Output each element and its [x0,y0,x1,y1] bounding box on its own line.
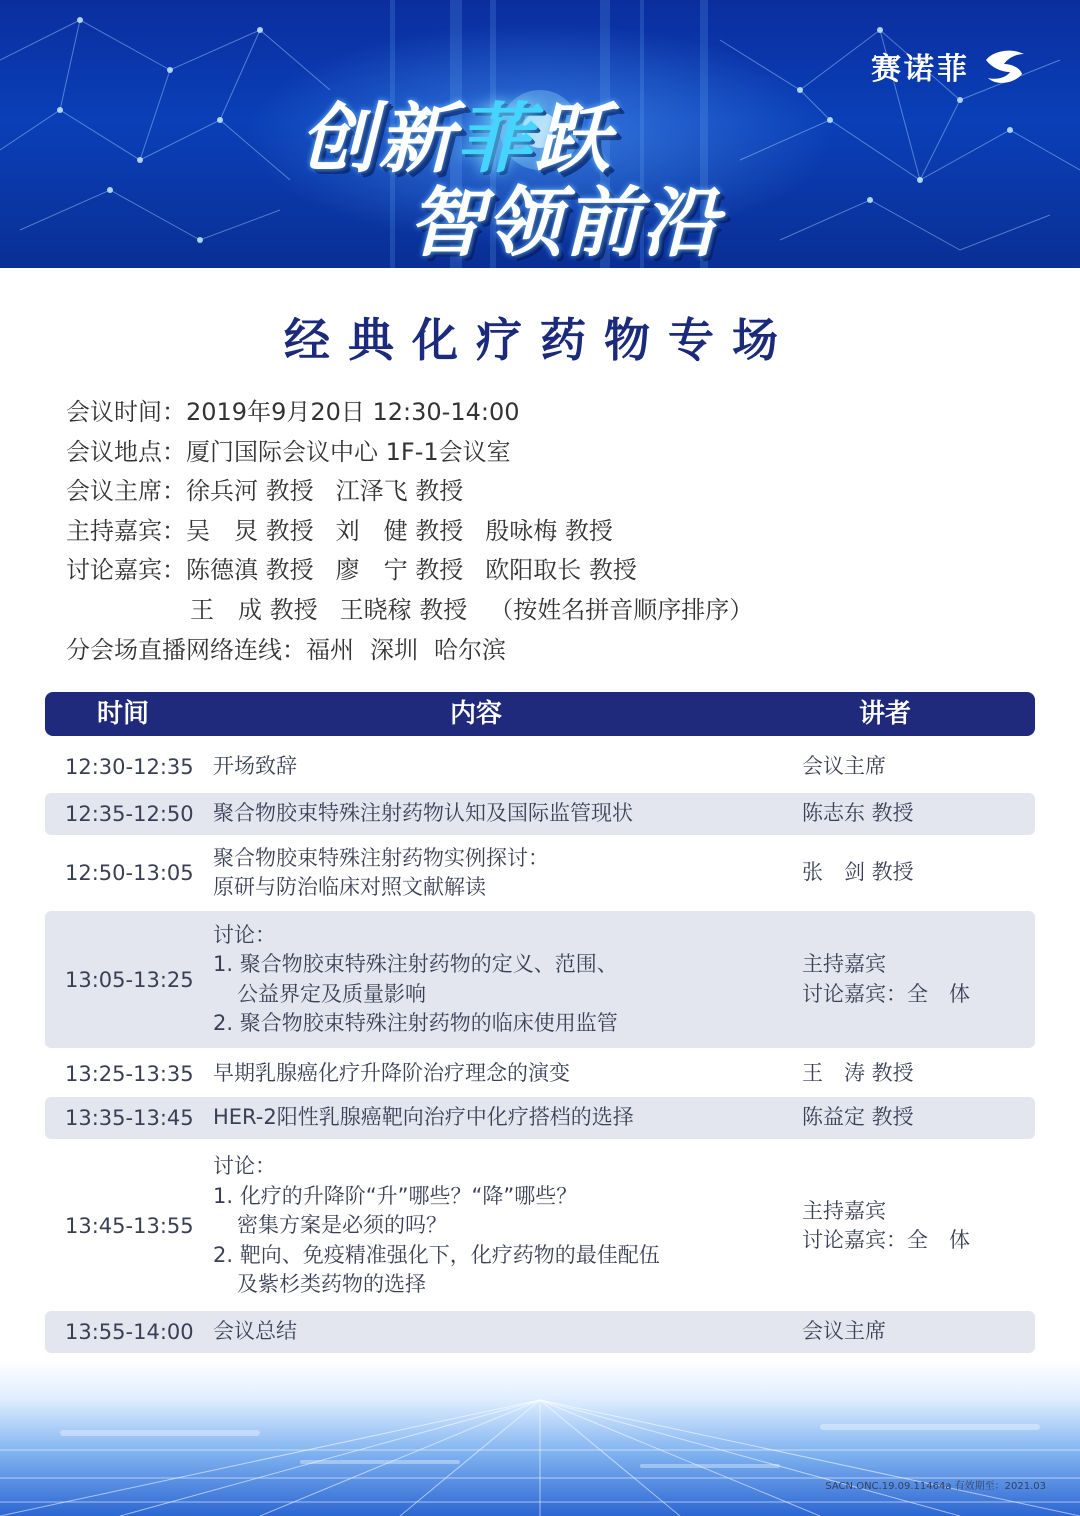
row-time: 13:45-13:55 [65,1214,194,1238]
info-city: 深圳 [370,635,418,664]
table-row [45,1053,1035,1095]
info-place [66,433,1026,473]
speaker-line: 主持嘉宾 [802,952,886,976]
row-time: 12:30-12:35 [65,755,194,779]
row-content [213,746,773,788]
info-label: 会议主席： [66,477,186,506]
info-time [66,393,1026,433]
approval-code: SACN.ONC.19.09.11464a 有效期至：2021.03 [825,1481,1046,1492]
brand-logo [871,44,1026,88]
info-discussants [66,551,1026,591]
row-time: 12:50-13:05 [65,861,194,885]
row-speaker [802,1053,1032,1095]
table-row [45,793,1035,835]
info-value: 2019年9月20日 12:30-14:00 [186,398,520,426]
slogan-line-2: 智领前沿 [408,178,720,267]
info-discussants-cont [66,591,1026,631]
header-content: 内容 [450,699,503,729]
content-line: 原研与防治临床对照文献解读 [213,875,486,899]
info-label: 会议时间： [66,398,186,426]
slogan-part-a: 创新 [300,94,456,183]
header-speaker: 讲者 [859,699,912,729]
row-time: 13:25-13:35 [65,1062,194,1086]
content-line: 聚合物胶束特殊注射药物实例探讨： [213,845,549,870]
speaker-line: 会议主席 [802,754,886,779]
content-line: 公益界定及质量影响 [237,981,426,1006]
row-speaker [802,793,1032,835]
info-hosts [66,512,1026,552]
info-person: 刘 健 教授 [335,516,464,545]
page-title: 经典化疗药物专场 [284,313,796,367]
content-line: 早期乳腺癌化疗升降阶治疗理念的演变 [213,1061,570,1086]
content-line: 1. 聚合物胶束特殊注射药物的定义、范围、 [213,952,618,976]
content-line: 及紫杉类药物的选择 [237,1272,426,1297]
speaker-line: 陈志东 教授 [802,801,914,826]
table-row [45,1311,1035,1353]
row-content [213,1097,773,1139]
content-line: 2. 靶向、免疫精准强化下，化疗药物的最佳配伍 [213,1242,660,1267]
row-content [213,1311,773,1353]
content-line: 讨论： [213,1154,276,1179]
content-line: 开场致辞 [213,754,297,779]
table-row [45,911,1035,1048]
info-person: 王晓稼 教授 [339,595,468,624]
info-person: 吴 炅 教授 [186,516,314,545]
table-row [45,1150,1035,1302]
row-speaker [802,746,1032,788]
content-line: 讨论： [213,922,276,947]
table-row [45,746,1035,788]
info-city: 哈尔滨 [434,635,506,664]
info-branches [66,631,1026,671]
info-person: 殷咏梅 教授 [485,516,613,545]
meeting-info [66,393,1026,670]
info-chairs [66,472,1026,512]
info-value: 厦门国际会议中心 1F-1会议室 [186,437,511,466]
row-speaker [802,1311,1032,1353]
content-line: 密集方案是必须的吗？ [237,1213,447,1238]
info-label: 讨论嘉宾： [66,556,186,585]
speaker-line: 张 剑 教授 [802,860,914,885]
content-line: 1. 化疗的升降阶“升”哪些？“降”哪些？ [213,1183,578,1208]
table-row [45,1097,1035,1139]
footer-grid-graphic [0,1360,1080,1516]
row-speaker [802,841,1032,905]
info-label: 分会场直播网络连线： [66,635,306,664]
info-person: 徐兵河 教授 [186,477,314,506]
content-line: 2. 聚合物胶束特殊注射药物的临床使用监管 [213,1011,618,1035]
speaker-line: 陈益定 教授 [802,1105,914,1130]
footer-decoration [0,1360,1080,1516]
info-label: 主持嘉宾： [66,516,186,545]
speaker-line: 讨论嘉宾：全 体 [802,1228,970,1252]
row-time: 13:05-13:25 [65,967,194,992]
row-time: 12:35-12:50 [65,802,194,826]
content-line: 聚合物胶束特殊注射药物认知及国际监管现状 [213,801,633,826]
info-person: 廖 宁 教授 [335,556,464,585]
row-time: 13:55-14:00 [65,1320,194,1344]
speaker-line: 讨论嘉宾：全 体 [802,981,970,1006]
row-content [213,1150,773,1302]
info-person: 王 成 教授 [190,595,318,624]
brand-name: 赛诺菲 [871,52,970,87]
row-content [213,841,773,905]
info-person: 江泽飞 教授 [335,477,464,506]
slogan-part-b: 跃 [534,94,612,183]
slogan-accent: 菲 [456,94,534,183]
info-city: 福州 [306,635,354,664]
sanofi-bird-icon [982,46,1026,86]
row-content [213,793,773,835]
speaker-line: 会议主席 [802,1319,886,1344]
row-speaker [802,911,1032,1048]
row-speaker [802,1097,1032,1139]
content-line: 会议总结 [213,1319,297,1344]
row-content [213,1053,773,1095]
speaker-line: 主持嘉宾 [802,1198,886,1223]
info-person: 欧阳取长 教授 [485,556,637,585]
row-content [213,911,773,1048]
info-person: 陈德滇 教授 [186,556,314,585]
row-speaker [802,1150,1032,1302]
schedule-header [45,692,1035,736]
info-note: （按姓名拼音顺序排序） [489,595,754,624]
table-row [45,841,1035,905]
row-time: 13:35-13:45 [65,1106,194,1130]
header-time: 时间 [97,699,150,729]
info-label: 会议地点： [66,437,186,466]
content-line: HER-2阳性乳腺癌靶向治疗中化疗搭档的选择 [213,1105,634,1130]
speaker-line: 王 涛 教授 [802,1061,914,1086]
header-banner [0,0,1080,268]
